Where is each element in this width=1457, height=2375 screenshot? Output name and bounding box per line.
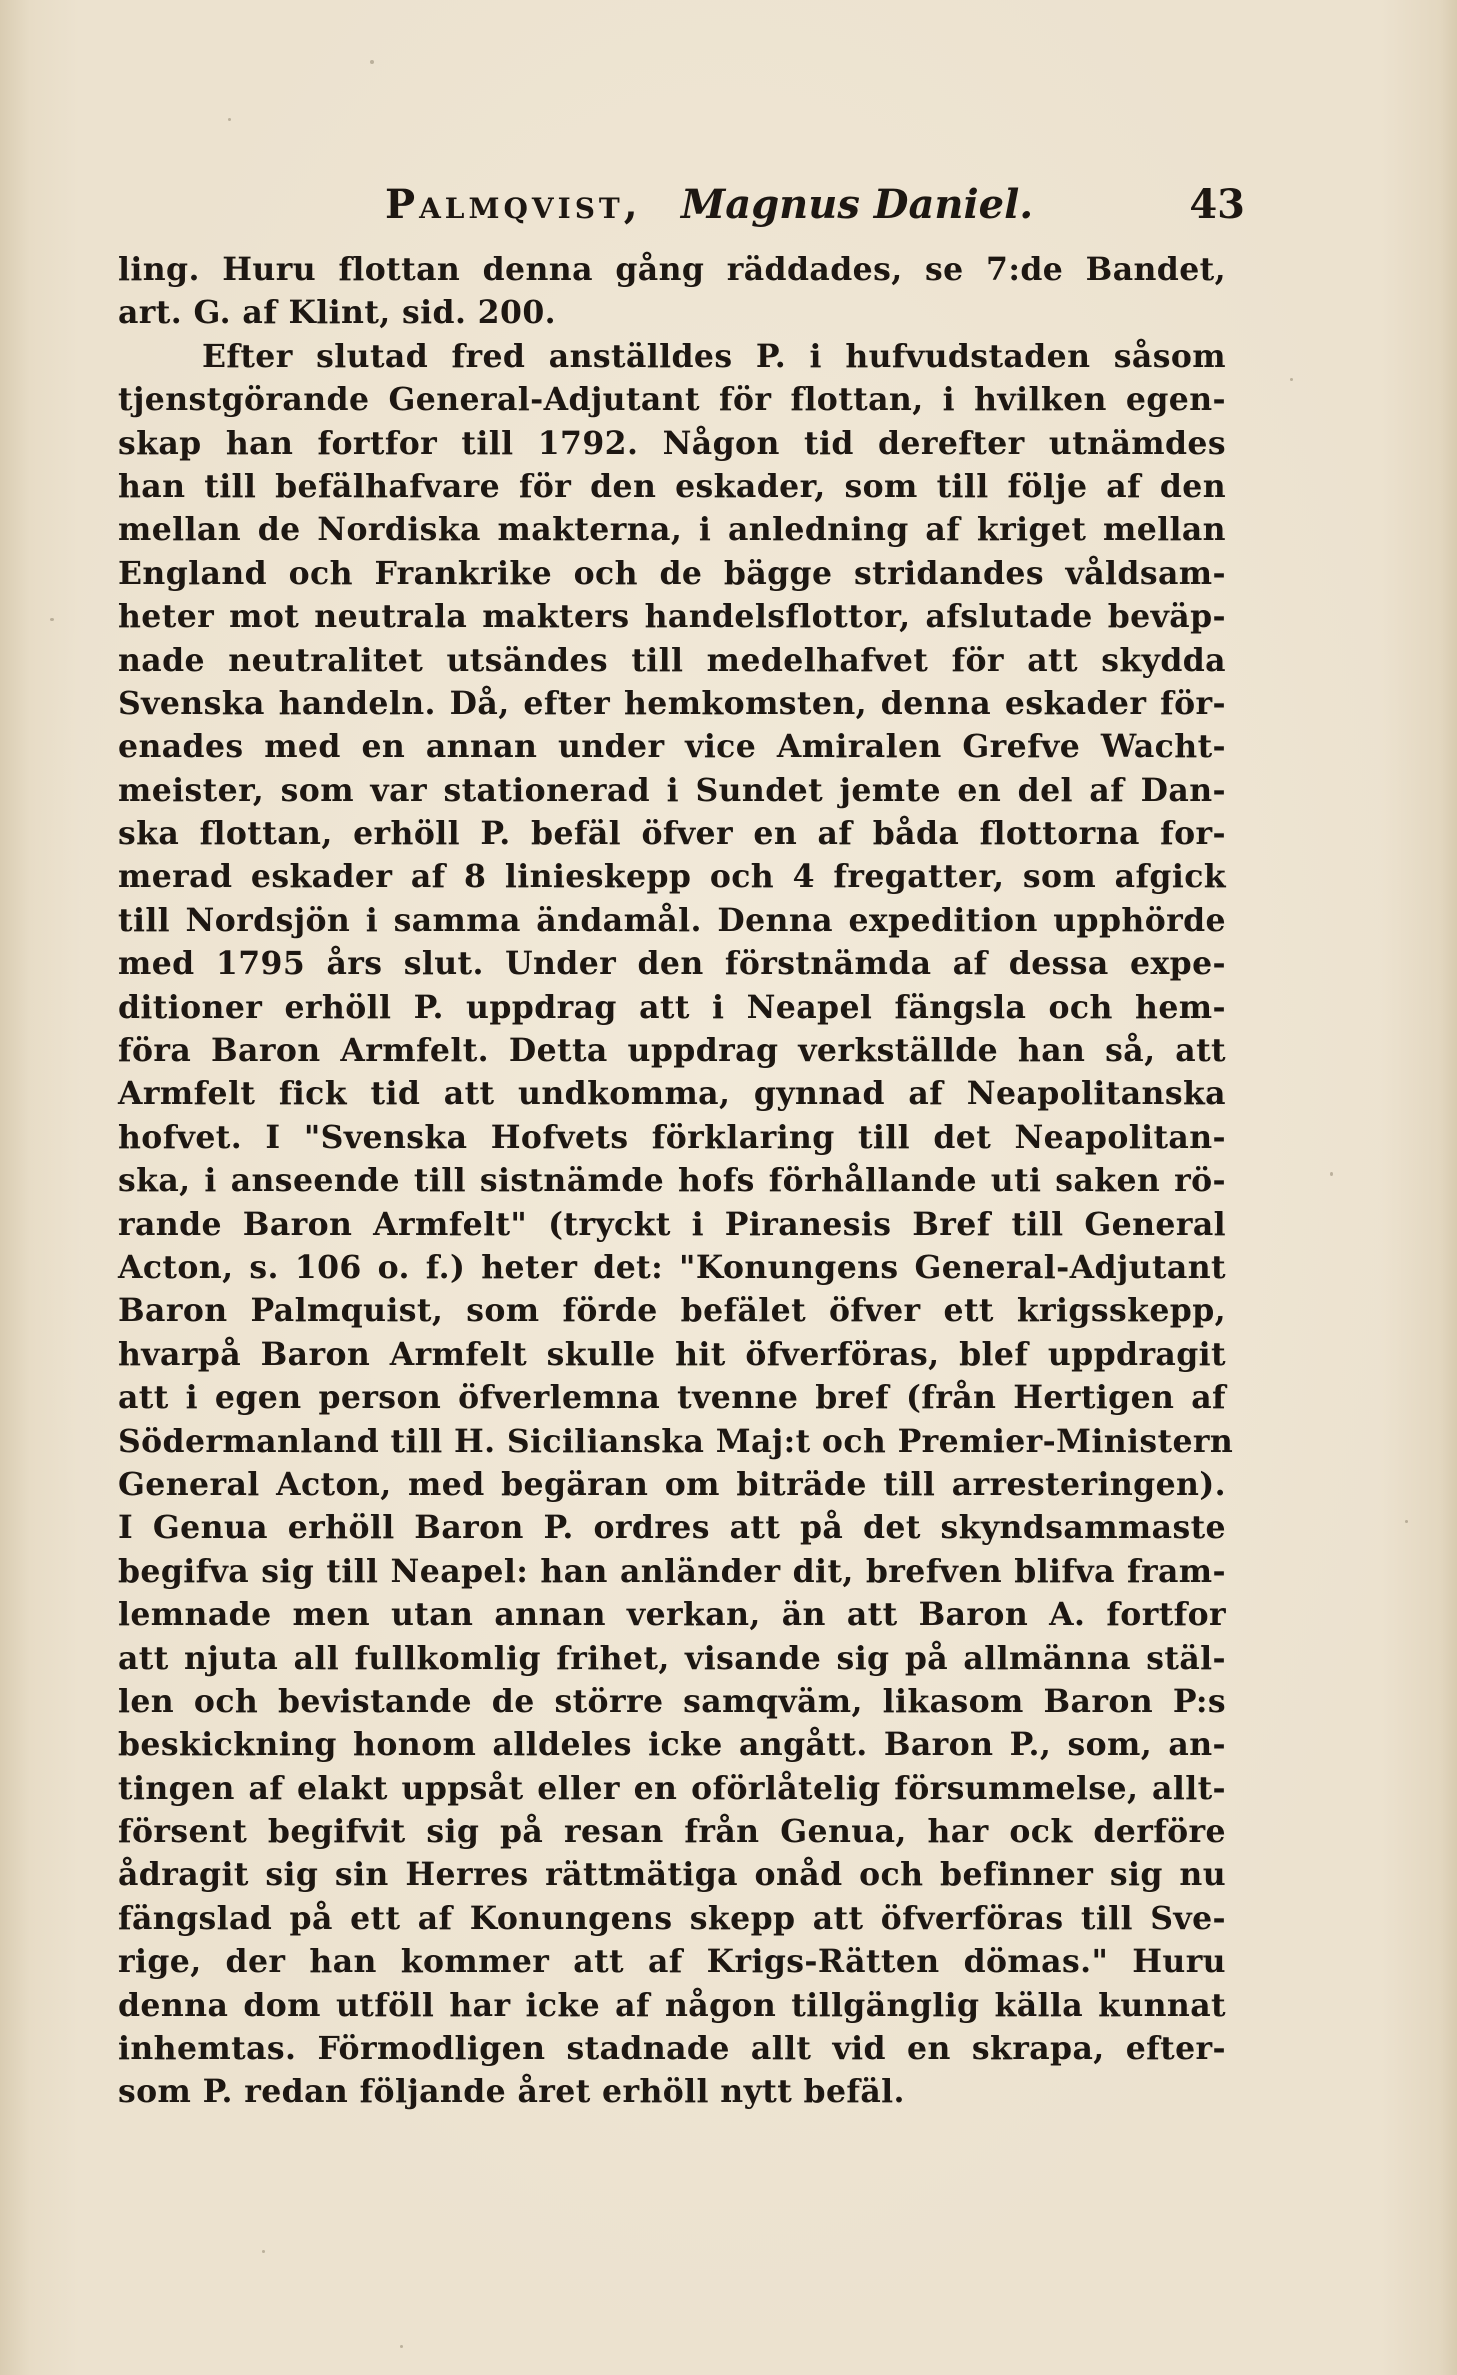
text-line: som P. redan följande året erhöll nytt befäl. [118, 2073, 905, 2111]
paper-speck [400, 2345, 403, 2348]
text-line: England och Frankrike och de bägge stridandes våldsam- [118, 554, 1226, 592]
text-line: mellan de Nordiska makterna, i anledning af kriget mellan [118, 511, 1226, 549]
text-line: denna dom utföll har icke af någon tillgänglig källa kunnat [118, 1986, 1226, 2024]
text-line: inhemtas. Förmodligen stadnade allt vid en skrapa, efter- [118, 2030, 1226, 2068]
text-line: ska, i anseende till sistnämde hofs förhållande uti saken rö- [118, 1162, 1226, 1200]
text-line: att njuta all fullkomlig frihet, visande sig på allmänna stäl- [118, 1639, 1226, 1677]
text-line: försent begifvit sig på resan från Genua, har ock derföre [118, 1813, 1226, 1851]
text-line: Acton, s. 106 o. f.) heter det: "Konungens General-Adjutant [118, 1248, 1226, 1286]
page-number: 43 [1189, 181, 1245, 228]
text-line: rige, der han kommer att af Krigs-Rätten dömas." Huru [118, 1943, 1226, 1981]
paper-speck [262, 2250, 265, 2253]
text-line: tjenstgörande General-Adjutant för flottan, i hvilken egen- [118, 381, 1226, 419]
body-text [118, 248, 1234, 2114]
text-line: skap han fortfor till 1792. Någon tid derefter utnämdes [118, 424, 1226, 462]
paper-speck [1405, 1520, 1408, 1523]
text-line: föra Baron Armfelt. Detta uppdrag verkställde han så, att [118, 1032, 1226, 1070]
text-line: ling. Huru flottan denna gång räddades, se 7:de Bandet, [118, 251, 1226, 288]
text-line: Armfelt fick tid att undkomma, gynnad af Neapolitanska [118, 1075, 1226, 1113]
text-line: Svenska handeln. Då, efter hemkomsten, denna eskader för- [118, 684, 1226, 722]
paper-speck [228, 118, 231, 121]
text-line: ådragit sig sin Herres rättmätiga onåd och befinner sig nu [118, 1856, 1226, 1894]
text-line: General Acton, med begäran om biträde till arresteringen). [118, 1465, 1226, 1503]
text-line: hvarpå Baron Armfelt skulle hit öfverföras, blef uppdragit [118, 1335, 1226, 1373]
paper-speck [1330, 1172, 1333, 1176]
text-line: meister, som var stationerad i Sundet jemte en del af Dan- [118, 771, 1226, 809]
text-line: lemnade men utan annan verkan, än att Baron A. fortfor [118, 1596, 1226, 1634]
text-line: begifva sig till Neapel: han anländer dit, brefven blifva fram- [118, 1552, 1226, 1590]
text-line: fängslad på ett af Konungens skepp att öfverföras till Sve- [118, 1899, 1226, 1937]
text-line: enades med en annan under vice Amiralen Grefve Wacht- [118, 728, 1226, 766]
text-line: I Genua erhöll Baron P. ordres att på det skyndsammaste [118, 1509, 1226, 1547]
paper-speck [50, 618, 54, 621]
text-line: Södermanland till H. Sicilianska Maj:t och Premier-Ministern [118, 1422, 1234, 1460]
text-line: merad eskader af 8 linieskepp och 4 fregatter, som afgick [118, 858, 1226, 896]
text-line: len och bevistande de större samqväm, likasom Baron P:s [118, 1682, 1226, 1720]
text-line: beskickning honom alldeles icke angått. Baron P., som, an- [118, 1726, 1226, 1764]
header-given-names: Magnus Daniel. [681, 181, 1034, 228]
text-line: Efter slutad fred anställdes P. i hufvudstaden såsom [202, 337, 1226, 375]
text-line: hofvet. I "Svenska Hofvets förklaring till det Neapolitan- [118, 1118, 1226, 1156]
text-line: Baron Palmquist, som förde befälet öfver ett krigsskepp, [118, 1292, 1226, 1330]
running-head [385, 175, 1245, 235]
paper-speck [370, 60, 374, 64]
text-line: art. G. af Klint, sid. 200. [118, 294, 557, 332]
text-line: tingen af elakt uppsåt eller en oförlåtelig försummelse, allt- [118, 1769, 1226, 1807]
text-line: ska flottan, erhöll P. befäl öfver en af båda flottorna for- [118, 815, 1226, 853]
text-line: att i egen person öfverlemna tvenne bref (från Hertigen af [118, 1379, 1226, 1417]
text-line: rande Baron Armfelt" (tryckt i Piranesis Bref till General [118, 1205, 1226, 1243]
text-line: heter mot neutrala makters handelsflottor, afslutade beväp- [118, 598, 1226, 636]
text-line: till Nordsjön i samma ändamål. Denna expedition upphörde [118, 901, 1226, 939]
text-line: ditioner erhöll P. uppdrag att i Neapel fängsla och hem- [118, 988, 1226, 1026]
header-surname: Palmqvist, [385, 181, 642, 228]
text-line: med 1795 års slut. Under den förstnämda af dessa expe- [118, 945, 1226, 983]
text-line: nade neutralitet utsändes till medelhafvet för att skydda [118, 641, 1226, 679]
text-line: han till befälhafvare för den eskader, som till följe af den [118, 467, 1226, 505]
paper-speck [1290, 378, 1293, 381]
